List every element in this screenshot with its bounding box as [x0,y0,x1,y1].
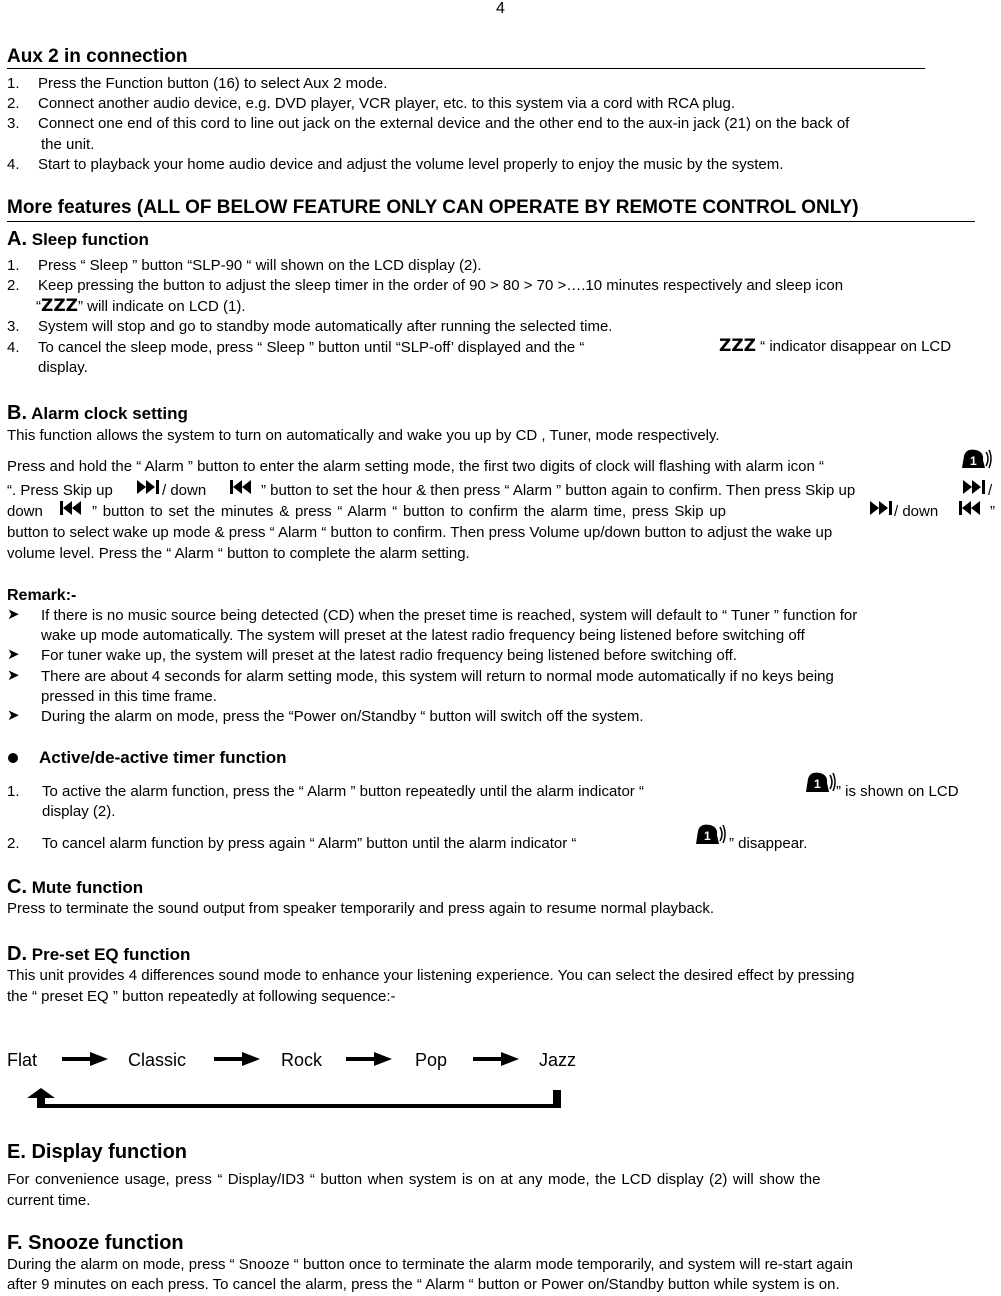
alarm-p2-line-3a: down [7,503,43,520]
list-number: 3. [7,115,20,132]
arrow-bullet-icon: ➤ [7,646,20,663]
list-text: Press “ Sleep ” button “SLP-90 “ will shown on the LCD display (2). [38,257,482,274]
display-heading: E. Display function [7,1141,188,1163]
alarm-p2-line-2c: ” button to set the hour & then press “ Alarm ” button again to confirm. Then press Skip up [261,482,856,499]
alarm-p2-line-5: volume level. Press the “ Alarm “ button to complete the alarm setting. [7,545,470,562]
remark-item-2: For tuner wake up, the system will preset at the latest radio frequency being listened before switching off. [41,647,737,664]
mute-text: Press to terminate the sound output from speaker temporarily and press again to resume normal playback. [7,900,715,917]
section-title: Sleep function [31,230,149,249]
alarm-bell-icon [956,446,992,474]
list-text: System will stop and go to standby mode automatically after running the selected time. [38,318,613,335]
eq-mode-jazz: Jazz [539,1050,577,1070]
right-arrow-icon [346,1052,392,1066]
remark-heading: Remark:- [7,587,77,604]
aux-heading: Aux 2 in connection [7,46,188,67]
section-letter: A. [7,228,27,250]
mute-heading [7,876,143,899]
eq-text-1: This unit provides 4 differences sound mode to enhance your listening experience. You can select the desired effect by pressing [7,967,855,984]
display-text-1: For convenience usage, press “ Display/ID3 “ button when system is on at any mode, the LCD display (2) will show the [7,1171,821,1188]
arrow-bullet-icon: ➤ [7,707,20,724]
more-features-rule [7,221,975,222]
arrow-bullet-icon: ➤ [7,606,20,623]
alarm-p2-line-2: “. Press Skip up [7,482,113,499]
timer-item-1-cont: display (2). [42,803,116,820]
list-text: To cancel the sleep mode, press “ Sleep ” button until “SLP-off’ displayed and the “ [38,339,585,356]
aux-item-2 [7,95,736,113]
skip-down-icon [957,501,981,515]
skip-down-icon [228,480,252,494]
section-title: Pre-set EQ function [31,945,191,964]
svg-text:1: 1 [704,829,711,843]
svg-text:1: 1 [970,454,977,468]
loop-back-arrow-icon [27,1088,565,1110]
sleep-item-1: 1. Press “ Sleep ” button “SLP-90 “ will shown on the LCD display (2). [7,257,482,274]
eq-mode-classic: Classic [128,1050,187,1070]
alarm-p2-line-3b: ” button to set the minutes & press “ Alarm “ button to confirm the alarm time, press Skip up [92,503,726,520]
svg-text:1: 1 [814,777,821,791]
timer-item-2-tail: ” disappear. [729,835,808,852]
sleep-item-2: 2. Keep pressing the button to adjust the sleep timer in the order of 90 > 80 > 70 >….10 minutes respectively and sleep icon [7,277,844,294]
arrow-bullet-icon: ➤ [7,667,20,684]
eq-mode-rock: Rock [281,1050,323,1070]
more-features-heading: More features (ALL OF BELOW FEATURE ONLY CAN OPERATE BY REMOTE CONTROL ONLY) [7,197,859,218]
snooze-text-2: after 9 minutes on each press. To cancel the alarm, press the “ Alarm “ button or Power on/Standby button while system is on. [7,1276,840,1293]
section-letter: C. [7,876,27,898]
remark-item-3-cont: pressed in this time frame. [41,688,217,705]
alarm-p2-line-3c: / down [894,503,939,520]
remark-item-4: During the alarm on mode, press the “Power on/Standby “ button will switch off the system. [41,708,644,725]
snooze-heading: F. Snooze function [7,1232,184,1254]
timer-item-1-tail: ” is shown on LCD [836,783,959,800]
eq-mode-pop: Pop [415,1050,448,1070]
skip-up-icon [870,501,894,515]
right-arrow-icon [62,1052,108,1066]
page-number: 4 [496,0,505,17]
alarm-p2-line-1: Press and hold the “ Alarm ” button to enter the alarm setting mode, the first two digits of clock will flashing with alarm icon “ [7,458,825,475]
list-text: Start to playback your home audio device and adjust the volume level properly to enjoy the music by the system. [38,156,784,173]
timer-item-1: 1. To active the alarm function, press the “ Alarm ” button repeatedly until the alarm indicator “ [7,783,644,800]
list-number: 2. [7,95,20,112]
alarm-p2-down-1: / down [162,482,207,499]
timer-item-2: 2. To cancel alarm function by press again “ Alarm” button until the alarm indicator “ [7,835,577,852]
remark-item-1: If there is no music source being detected (CD) when the preset time is reached, system will default to “ Tuner ” function for [41,607,858,624]
list-text: Press the Function button (16) to select Aux 2 mode. [38,75,388,92]
aux-item-3-cont: the unit. [41,136,95,153]
list-text: Keep pressing the button to adjust the sleep timer in the order of 90 > 80 > 70 >….10 minutes respectively and sleep icon [38,277,844,294]
alarm-bell-icon [800,768,836,798]
sleep-item-2-cont: “ZZZ” will indicate on LCD (1). [36,296,246,316]
section-letter: B. [7,402,27,424]
sleep-item-3: 3. System will stop and go to standby mode automatically after running the selected time. [7,318,613,335]
sleep-heading [7,228,149,251]
list-text: To cancel alarm function by press again “ Alarm” button until the alarm indicator “ [42,835,577,852]
display-text-2: current time. [7,1192,91,1209]
list-text: Connect one end of this cord to line out jack on the external device and the other end to the aux-in jack (21) on the back of [38,115,850,132]
aux-heading-rule [7,68,925,69]
remark-item-1-cont: wake up mode automatically. The system will preset at the latest radio frequency being listened before switching off [41,627,805,644]
eq-heading [7,943,190,966]
right-arrow-icon [473,1052,519,1066]
sleep-item-4-tail: ZZZ “ indicator disappear on LCD [719,336,952,356]
eq-mode-flat: Flat [7,1050,38,1070]
sleep-zzz-icon: ZZZ [41,296,78,316]
right-arrow-icon [214,1052,260,1066]
skip-up-icon [963,480,987,494]
list-number: 1. [7,75,20,92]
aux-item-1 [7,75,388,93]
sleep-zzz-icon: ZZZ [719,336,756,356]
snooze-text-1: During the alarm on mode, press “ Snooze “ button once to terminate the alarm mode temporarily, and system will re-start again [7,1256,853,1273]
list-text: To active the alarm function, press the “ Alarm ” button repeatedly until the alarm indicator “ [42,783,644,800]
alarm-paragraph-1: This function allows the system to turn on automatically and wake you up by CD , Tuner, mode respectively. [7,427,720,444]
alarm-p2-line-3d: ” [990,503,995,520]
section-title: Alarm clock setting [31,404,188,423]
section-title: Mute function [31,878,144,897]
skip-up-icon [137,480,161,494]
alarm-p2-line-4: button to select wake up mode & press “ Alarm “ button to confirm. Then press Volume up/down button to adjust the wake up [7,524,833,541]
bullet-dot-icon [8,753,18,763]
remark-item-3: There are about 4 seconds for alarm setting mode, this system will return to normal mode automatically if no keys being [41,668,834,685]
list-text: Connect another audio device, e.g. DVD player, VCR player, etc. to this system via a cord with RCA plug. [38,95,736,112]
alarm-p2-slash: / [988,482,993,499]
aux-item-3 [7,115,850,133]
list-number: 4. [7,156,20,173]
skip-down-icon [58,501,82,515]
timer-heading: Active/de-active timer function [39,748,287,767]
alarm-bell-icon [690,820,726,850]
aux-item-4 [7,156,784,174]
alarm-heading [7,402,188,425]
section-letter: D. [7,943,27,965]
sleep-item-4-cont: display. [38,359,88,376]
sleep-item-4: 4. To cancel the sleep mode, press “ Sleep ” button until “SLP-off’ displayed and the “ [7,339,585,356]
eq-text-2: the “ preset EQ ” button repeatedly at following sequence:- [7,988,396,1005]
